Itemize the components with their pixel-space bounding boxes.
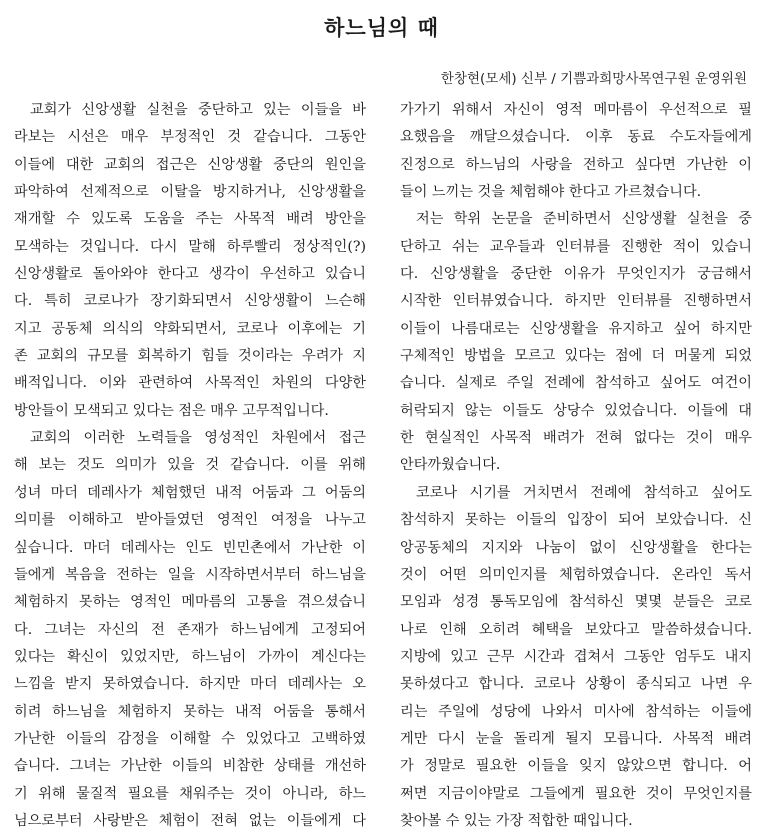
text-line: 님으로부터 사랑받은 체험이 전혀 없는 이들에게 다 — [14, 812, 366, 829]
text-line: 라보는 시선은 매우 부정적인 것 같습니다. 그동안 — [14, 129, 366, 146]
text-line: 게만 다시 눈을 돌리게 될지 모릅니다. 사목적 배려 — [400, 730, 752, 747]
text-line: 다. 그녀는 자신의 전 존재가 하느님에게 고정되어 — [14, 621, 366, 638]
text-line: 진정으로 하느님의 사랑을 전하고 싶다면 가난한 이 — [400, 156, 752, 173]
text-line: 존 교회의 규모를 회복하기 힘들 것이라는 우려가 지 — [14, 348, 366, 365]
text-line: 싶습니다. 마더 데레사는 인도 빈민촌에서 가난한 이 — [14, 539, 366, 556]
text-line: 요했음을 깨달으셨습니다. 이후 동료 수도자들에게 — [400, 129, 752, 146]
text-line: 코로나 시기를 거치면서 전례에 참석하고 싶어도 — [416, 484, 752, 501]
text-line: 한 현실적인 사목적 배려가 전혀 없다는 것이 매우 — [400, 430, 752, 447]
text-line: 습니다. 그녀는 가난한 이들의 비참한 상태를 개선하 — [14, 758, 366, 775]
text-line: 쩌면 지금이야말로 그들에게 필요한 것이 무엇인지를 — [400, 785, 752, 802]
text-line: 느낌을 받지 못하였습니다. 하지만 마더 데레사는 오 — [14, 676, 366, 693]
text-line: 다. 신앙생활을 중단한 이유가 무엇인지가 궁금해서 — [400, 266, 752, 283]
text-line: 찾아볼 수 있는 가장 적합한 때입니다. — [400, 812, 633, 829]
text-line: 재개할 수 있도록 도움을 주는 사목적 배려 방안을 — [14, 211, 366, 228]
text-line: 성녀 마더 데레사가 체험했던 내적 어둠과 그 어둠의 — [14, 484, 366, 501]
text-line: 들이 느끼는 것을 체험해야 한다고 가르쳤습니다. — [400, 184, 702, 201]
right-column — [400, 97, 752, 835]
text-line: 있다는 확신이 있었지만, 하느님이 가까이 계신다는 — [14, 648, 366, 665]
text-line: 의미를 이해하고 받아들였던 영적인 여정을 나누고 — [14, 512, 366, 529]
text-line: 이들에 대한 교회의 접근은 신앙생활 중단의 원인을 — [14, 156, 366, 173]
text-line: 구체적인 방법을 모르고 있다는 점에 더 머물게 되었 — [400, 348, 752, 365]
text-line: 다. 특히 코로나가 장기화되면서 신앙생활이 느슨해 — [14, 293, 366, 310]
text-line: 방안들이 모색되고 있다는 점은 매우 고무적입니다. — [14, 402, 329, 419]
text-line: 체험하지 못하는 영적인 메마름의 고통을 겪으셨습니 — [14, 594, 366, 611]
text-line: 모임과 성경 통독모임에 참석하신 몇몇 분들은 코로 — [400, 594, 752, 611]
text-line: 히려 하느님을 체험하지 못하는 내적 어둠을 통해서 — [14, 703, 366, 720]
text-line: 파악하여 선제적으로 이탈을 방지하거나, 신앙생활을 — [14, 184, 366, 201]
text-line: 습니다. 실제로 주일 전례에 참석하고 싶어도 여건이 — [400, 375, 752, 392]
text-line: 교회의 이러한 노력들을 영성적인 차원에서 접근 — [30, 430, 366, 447]
text-line: 것이 어떤 의미인지를 체험하였습니다. 온라인 독서 — [400, 566, 752, 583]
text-line: 단하고 쉬는 교우들과 인터뷰를 진행한 적이 있습니 — [400, 238, 752, 255]
text-line: 참석하지 못하는 이들의 입장이 되어 보았습니다. 신 — [400, 512, 752, 529]
text-line: 나로 인해 오히려 혜택을 보았다고 말씀하셨습니다. — [400, 621, 752, 638]
text-line: 기 위해 물질적 필요를 채워주는 것이 아니라, 하느 — [14, 785, 366, 802]
article-author: 한창현(모세) 신부 / 기쁨과희망사목연구원 운영위원 — [440, 71, 747, 87]
text-line: 지방에 있고 근무 시간과 겹쳐서 그동안 엄두도 내지 — [400, 648, 752, 665]
left-column — [14, 97, 366, 835]
text-line: 허락되지 않는 이들도 상당수 있었습니다. 이들에 대 — [400, 402, 752, 419]
text-line: 들에게 복음을 전하는 일을 시작하면서부터 하느님을 — [14, 566, 366, 583]
text-line: 모색하는 것입니다. 다시 말해 하루빨리 정상적인(?) — [14, 238, 366, 255]
text-line: 못하셨다고 합니다. 코로나 상황이 종식되고 나면 우 — [400, 676, 752, 693]
text-line: 가 정말로 필요한 이들을 잊지 않았으면 합니다. 어 — [400, 758, 752, 775]
article-title: 하느님의 때 — [324, 16, 439, 40]
text-line: 안타까웠습니다. — [400, 457, 501, 474]
text-line: 가난한 이들의 감정을 이해할 수 있었다고 고백하였 — [14, 730, 366, 747]
text-line: 교회가 신앙생활 실천을 중단하고 있는 이들을 바 — [30, 102, 366, 118]
text-line: 가가기 위해서 자신이 영적 메마름이 우선적으로 필 — [400, 102, 752, 118]
text-line: 저는 학위 논문을 준비하면서 신앙생활 실천을 중 — [416, 211, 752, 228]
text-line: 리는 주일에 성당에 나와서 미사에 참석하는 이들에 — [400, 703, 752, 720]
text-line: 신앙생활로 돌아와야 한다고 생각이 우선하고 있습니 — [14, 266, 366, 283]
text-line: 이들이 나름대로는 신앙생활을 유지하고 싶어 하지만 — [400, 320, 752, 337]
text-line: 배적입니다. 이와 관련하여 사목적인 차원의 다양한 — [14, 375, 366, 392]
text-line: 지고 공동체 의식의 약화되면서, 코로나 이후에는 기 — [14, 320, 366, 337]
text-line: 시작한 인터뷰였습니다. 하지만 인터뷰를 진행하면서 — [400, 293, 752, 310]
text-line: 앙공동체의 지지와 나눔이 없이 신앙생활을 한다는 — [400, 539, 752, 556]
text-line: 해 보는 것도 의미가 있을 것 같습니다. 이를 위해 — [14, 457, 366, 474]
